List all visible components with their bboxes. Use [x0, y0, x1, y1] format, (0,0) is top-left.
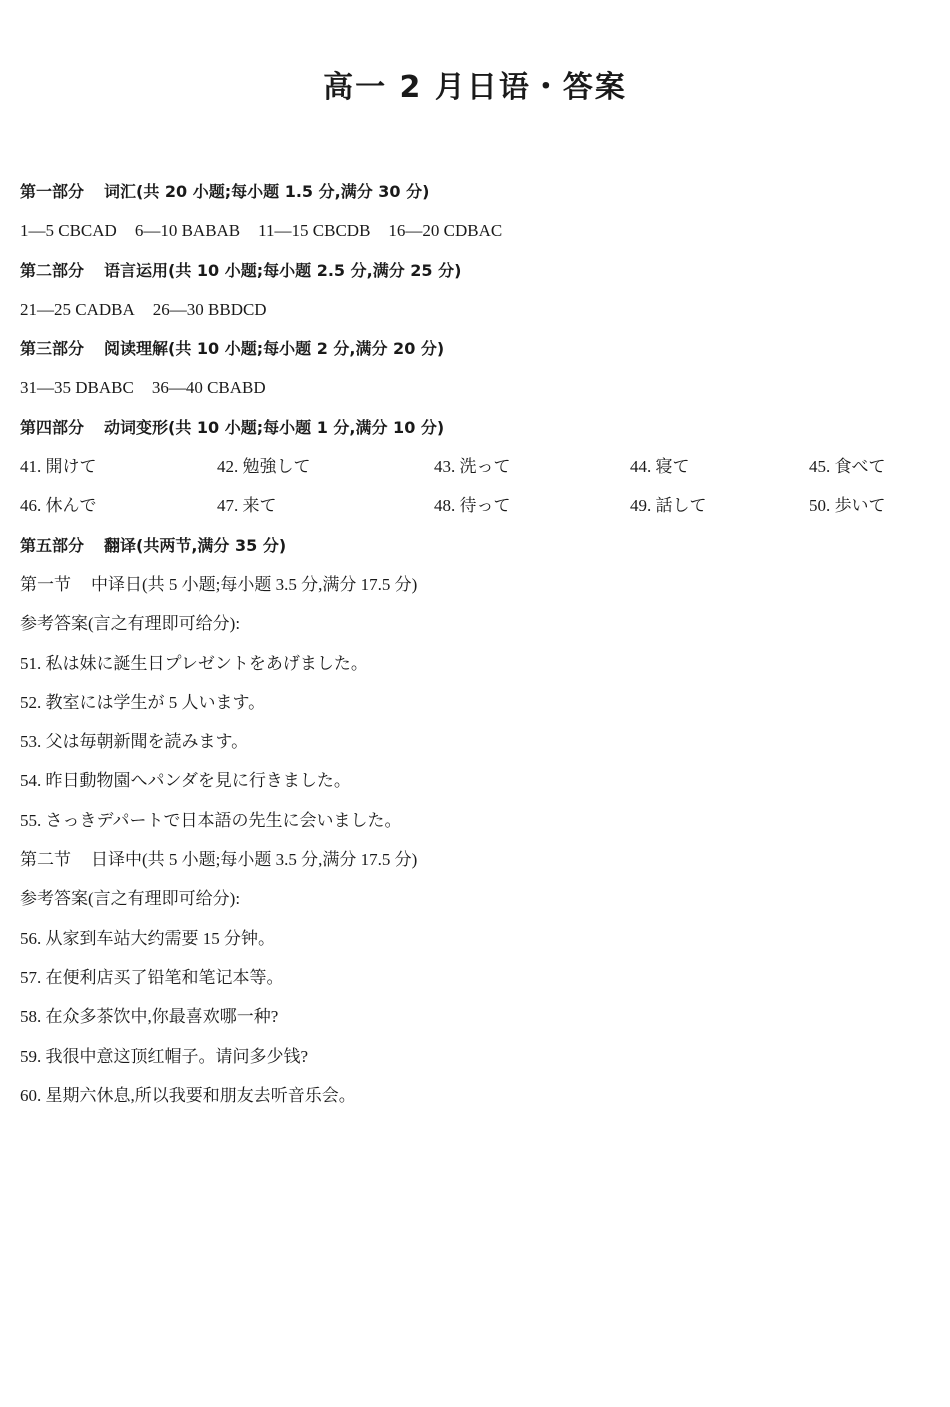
part3-heading: [20, 333, 930, 372]
answer-sentence: 58. 在众多茶饮中,你最喜欢哪一种?: [20, 1007, 279, 1027]
answer-item: 47. 来て: [217, 496, 277, 516]
answer-item: 44. 寝て: [630, 457, 690, 477]
part1-desc: 词汇(共 20 小题;每小题 1.5 分,满分 30 分): [104, 182, 430, 201]
answer-sentence: 52. 教室には学生が 5 人います。: [20, 692, 266, 712]
answer-sentence: 56. 从家到车站大约需要 15 分钟。: [20, 928, 275, 948]
answer-item: 43. 洗って: [434, 457, 511, 477]
part3-desc: 阅读理解(共 10 小题;每小题 2 分,满分 20 分): [104, 339, 445, 359]
answer-sentence: 59. 我很中意这顶红帽子。请问多少钱?: [20, 1046, 309, 1066]
part3-answers: [20, 372, 930, 411]
answer-key-body: [20, 176, 930, 1119]
answer-sentence: 60. 星期六休息,所以我要和朋友去听音乐会。: [20, 1085, 356, 1105]
answer-sentence: 57. 在便利店买了铅笔和笔记本等。: [20, 967, 284, 987]
page-title: 高一 2 月日语・答案: [323, 70, 627, 105]
answer-item: 41. 開けて: [20, 457, 97, 477]
section2-label: 第二节: [20, 850, 71, 870]
answer-item: 48. 待って: [434, 496, 511, 516]
answer-item: 42. 勉強して: [217, 457, 311, 477]
part1-label: 第一部分: [20, 182, 85, 201]
part2-desc: 语言运用(共 10 小题;每小题 2.5 分,满分 25 分): [104, 260, 462, 280]
answer-sentence: 53. 父は毎朝新聞を読みます。: [20, 732, 249, 752]
part4-label: 第四部分: [20, 417, 85, 437]
answer-sentence: 54. 昨日動物園へパンダを見に行きました。: [20, 771, 351, 791]
part5-heading: [20, 530, 930, 569]
answer-item: 45. 食べて: [809, 457, 886, 477]
section1-note: 参考答案(言之有理即可给分):: [20, 614, 241, 634]
part1-answers: [20, 215, 930, 254]
answer-group: 31—35 DBABC: [20, 378, 134, 398]
answer-sentence: 51. 私は妹に誕生日プレゼントをあげました。: [20, 653, 368, 673]
part1-heading: [20, 176, 930, 215]
answer-group: 6—10 BABAB: [134, 221, 241, 241]
section2-heading: [20, 844, 930, 883]
section1-heading: [20, 569, 930, 608]
part2-heading: [20, 255, 930, 294]
section2-note: 参考答案(言之有理即可给分):: [20, 889, 241, 909]
section2-desc: 日译中(共 5 小题;每小题 3.5 分,满分 17.5 分): [91, 850, 418, 870]
part4-heading: [20, 412, 930, 451]
answer-group: 16—20 CDBAC: [388, 221, 503, 241]
part2-answers: [20, 294, 930, 333]
part4-answers-row-2: [20, 490, 930, 529]
part5-desc: 翻译(共两节,满分 35 分): [104, 535, 287, 555]
answer-group: 1—5 CBCAD: [20, 221, 117, 241]
section1-desc: 中译日(共 5 小题;每小题 3.5 分,满分 17.5 分): [91, 574, 418, 594]
answer-group: 21—25 CADBA: [20, 299, 135, 319]
answer-group: 36—40 CBABD: [151, 378, 266, 398]
section1-label: 第一节: [20, 574, 71, 594]
answer-group: 26—30 BBDCD: [152, 299, 267, 319]
answer-group: 11—15 CBCDB: [258, 221, 371, 241]
part2-label: 第二部分: [20, 260, 85, 280]
part4-answers-row-1: [20, 451, 930, 490]
part3-label: 第三部分: [20, 339, 85, 359]
part4-desc: 动词变形(共 10 小题;每小题 1 分,满分 10 分): [104, 417, 445, 437]
answer-sentence: 55. さっきデパートで日本語の先生に会いました。: [20, 810, 402, 830]
answer-item: 46. 休んで: [20, 496, 97, 516]
answer-item: 49. 話して: [630, 496, 707, 516]
answer-item: 50. 歩いて: [809, 496, 886, 516]
part5-label: 第五部分: [20, 535, 85, 555]
